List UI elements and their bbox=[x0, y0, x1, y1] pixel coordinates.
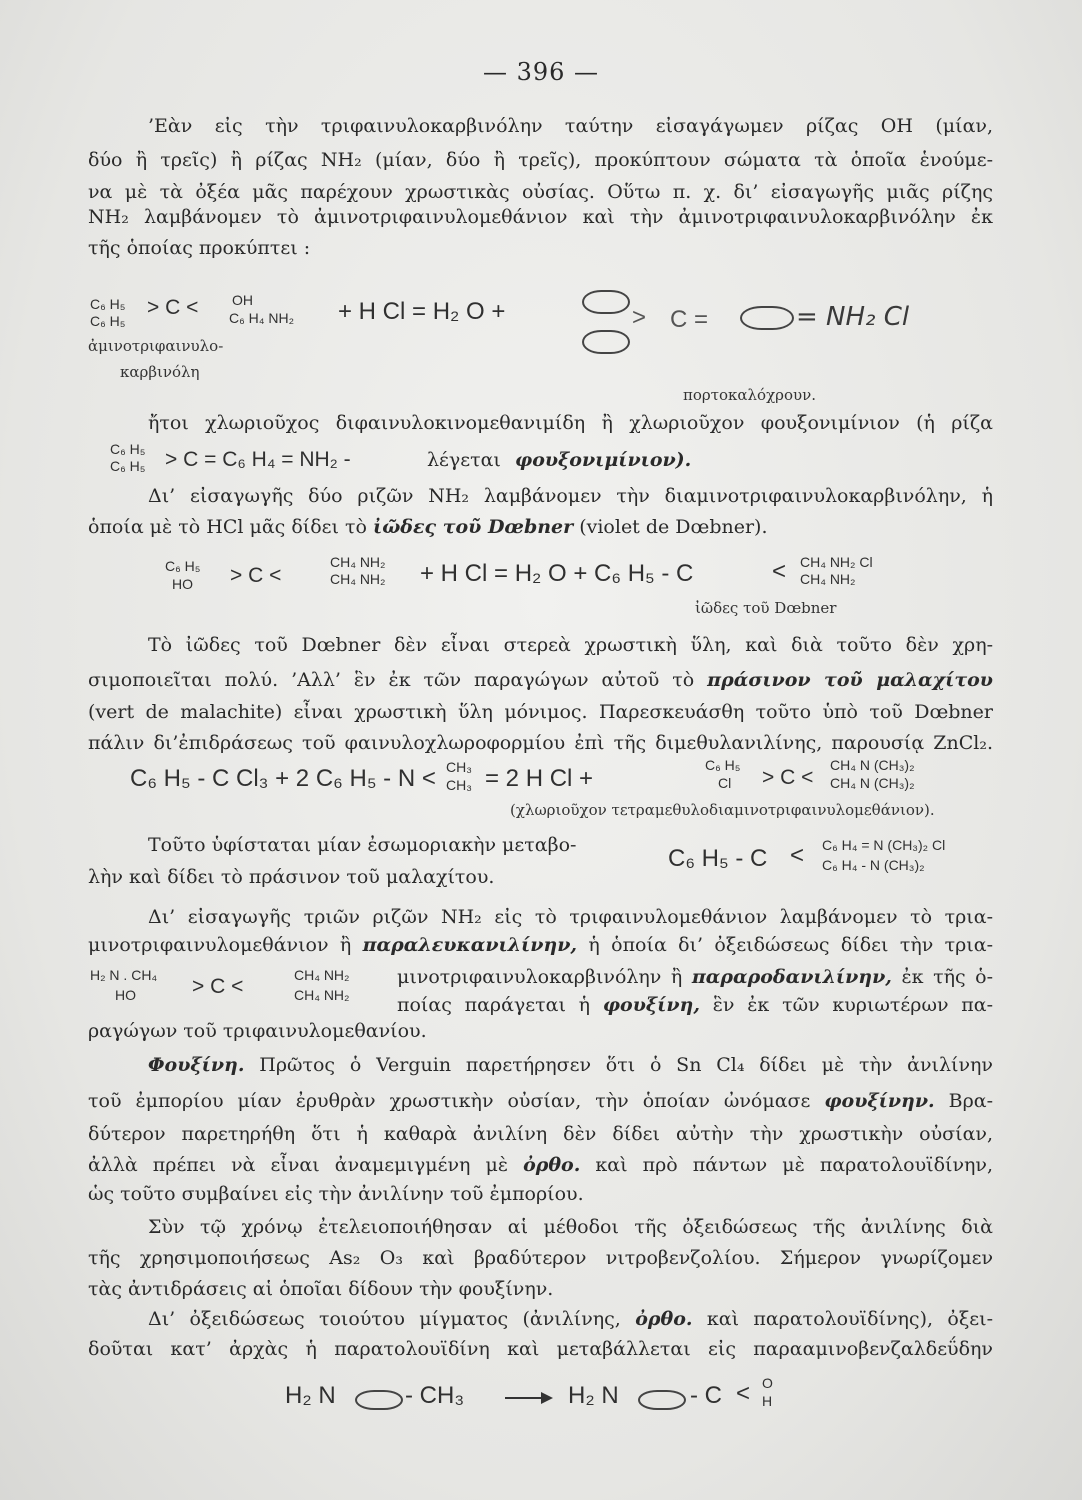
formula-part: C₆ H₅ bbox=[110, 458, 146, 474]
text-run: μινοτριφαινυλοκαρβινόλην ἢ bbox=[397, 966, 683, 988]
text-line: Δι’ εἰσαγωγῆς δύο ριζῶν ΝΗ₂ λαμβάνομεν τὴν διαμινοτριφαινυλοκαρβινόλην, ἡ bbox=[148, 485, 993, 507]
formula-part: C₆ H₅ bbox=[90, 313, 126, 329]
technical-term: παραλευκανιλίνην, bbox=[362, 934, 578, 956]
technical-term: ἰῶδες τοῦ Dœbner bbox=[373, 516, 574, 538]
text-line: να μὲ τὰ ὀξέα μᾶς παρέχουν χρωστικὰς οὐσίας. Οὕτω π. χ. δι’ εἰσαγωγῆς μιᾶς ρίζης bbox=[88, 181, 993, 203]
technical-term: πράσινον τοῦ μαλαχίτου bbox=[707, 669, 993, 691]
formula-part: CH₄ NH₂ bbox=[294, 987, 350, 1003]
formula-part: < bbox=[772, 558, 787, 585]
text-line bbox=[397, 993, 993, 1017]
text-run: ἀλλὰ πρέπει νὰ εἶναι ἀναμεμιγμένη μὲ bbox=[88, 1154, 509, 1176]
formula-part: Cl bbox=[718, 775, 732, 791]
text-line bbox=[88, 1089, 993, 1113]
text-line: ραγώγων τοῦ τριφαινυλομεθανίου. bbox=[88, 1020, 427, 1042]
text-line bbox=[148, 1053, 993, 1077]
formula-part: C = bbox=[670, 306, 709, 333]
text-line: τὰς ἀντιδράσεις αἱ ὁποῖαι δίδουν τὴν φουξίνην. bbox=[88, 1278, 554, 1300]
formula-part: CH₃ bbox=[446, 777, 472, 793]
text-run: Βρα- bbox=[948, 1090, 993, 1112]
technical-term: παραροδανιλίνην, bbox=[691, 966, 892, 988]
text-line: λέγεται bbox=[427, 449, 501, 471]
text-line: Δι’ εἰσαγωγῆς τριῶν ριζῶν ΝΗ₂ εἰς τὸ τριφαινυλομεθάνιον λαμβάνομεν τὸ τρια- bbox=[148, 906, 993, 928]
formula-part: HO bbox=[172, 576, 193, 592]
text-run: μινοτριφαινυλομεθάνιον ἢ bbox=[88, 934, 352, 956]
technical-term: ὀρθο. bbox=[635, 1308, 693, 1330]
formula-part: = 2 H Cl + bbox=[485, 765, 594, 792]
formula-label: καρβινόλη bbox=[120, 363, 200, 381]
formula-part: C₆ H₅ bbox=[110, 441, 146, 457]
formula-part: - C bbox=[690, 1382, 722, 1409]
text-line bbox=[88, 515, 768, 539]
formula-part: H bbox=[762, 1393, 773, 1409]
formula-part: > C = C₆ H₄ = NH₂ - bbox=[165, 448, 351, 471]
text-line: δύο ἢ τρεῖς) ἢ ρίζας ΝΗ₂ (μίαν, δύο ἢ τρεῖς), προκύπτουν σώματα τὰ ὁποῖα ἑνούμε- bbox=[88, 149, 993, 171]
text-line: ἤτοι χλωριοῦχος διφαινυλοκινομεθανιμίδη ἢ χλωριοῦχον φουξονιμίνιον (ἡ ρίζα bbox=[148, 412, 993, 434]
text-run: ἡ ὁποία δι’ ὀξειδώσεως δίδει τὴν τρια- bbox=[588, 934, 993, 956]
text-line bbox=[88, 933, 993, 957]
page-number: — 396 — bbox=[482, 58, 600, 86]
section-heading: Φουξίνη. bbox=[148, 1054, 245, 1076]
benzene-ring bbox=[638, 1390, 686, 1410]
text-line: λὴν καὶ δίδει τὸ πράσινον τοῦ μαλαχίτου. bbox=[88, 866, 495, 888]
text-line: τῆς ὁποίας προκύπτει : bbox=[88, 237, 311, 259]
text-run: (violet de Dœbner). bbox=[579, 516, 768, 538]
formula-part: H₂ N bbox=[285, 1382, 336, 1409]
formula-label: ἀμινοτριφαινυλο- bbox=[88, 337, 224, 355]
text-line: πάλιν δι’ἐπιδράσεως τοῦ φαινυλοχλωροφορμίου ἐπὶ τῆς διμεθυλανιλίνης, παρουσίᾳ ZnCl₂. bbox=[88, 732, 993, 754]
text-line: Τοῦτο ὑφίσταται μίαν ἐσωμοριακὴν μεταβο- bbox=[148, 834, 577, 856]
formula-part: HO bbox=[115, 987, 136, 1003]
text-line: ’Εὰν εἰς τὴν τριφαινυλοκαρβινόλην ταύτην εἰσαγάγωμεν ρίζας ΟΗ (μίαν, bbox=[148, 115, 993, 137]
text-line bbox=[397, 965, 993, 989]
text-line bbox=[148, 1307, 993, 1331]
formula-part: > C < bbox=[762, 766, 814, 789]
text-line: δύτερον παρετηρήθη ὅτι ἡ καθαρὰ ἀνιλίνη δὲν δίδει αὐτὴν τὴν χρωστικὴν οὐσίαν, bbox=[88, 1123, 993, 1145]
text-line: Τὸ ἰῶδες τοῦ Dœbner δὲν εἶναι στερεὰ χρωστικὴ ὕλη, καὶ διὰ τοῦτο δὲν χρη- bbox=[148, 634, 993, 656]
formula-part: - CH₃ bbox=[405, 1382, 465, 1409]
formula-label: πορτοκαλόχρουν. bbox=[683, 386, 817, 404]
formula-part: C₆ H₅ - C Cl₃ + 2 C₆ H₅ - N < bbox=[130, 765, 436, 792]
text-run: καὶ παρατολουϊδίνης), ὀξει- bbox=[706, 1308, 993, 1330]
text-line: (vert de malachite) εἶναι χρωστικὴ ὕλη μόνιμος. Παρεσκευάσθη τοῦτο ὑπὸ τοῦ Dœbner bbox=[88, 701, 993, 723]
formula-part: > C < bbox=[192, 975, 244, 998]
formula-part: C₆ H₅ bbox=[705, 757, 741, 773]
formula-part: O bbox=[762, 1375, 773, 1391]
text-line: δοῦται κατ’ ἀρχὰς ἡ παρατολουϊδίνη καὶ μεταβάλλεται εἰς παρααμινοβενζαλδεΰδην bbox=[88, 1338, 993, 1360]
formula-part: C₆ H₅ bbox=[90, 296, 126, 312]
formula-part: < bbox=[790, 842, 805, 869]
formula-part: C₆ H₄ = N (CH₃)₂ Cl bbox=[822, 837, 946, 853]
text-line bbox=[88, 1153, 993, 1177]
technical-term: ὀρθο. bbox=[523, 1154, 581, 1176]
formula-part: C₆ H₄ - N (CH₃)₂ bbox=[822, 857, 925, 873]
formula-part: H₂ N . CH₄ bbox=[90, 967, 158, 983]
formula-part: H₂ N bbox=[568, 1382, 619, 1409]
text-line: ὡς τοῦτο συμβαίνει εἰς τὴν ἀνιλίνην τοῦ ἐμπορίου. bbox=[88, 1183, 584, 1205]
technical-term: φουξονιμίνιον). bbox=[515, 449, 692, 471]
reaction-arrow-icon bbox=[503, 1390, 555, 1406]
handwritten-formula: = NH₂ Cl bbox=[796, 302, 910, 332]
formula-part: > C < bbox=[230, 564, 282, 587]
formula-part: CH₃ bbox=[446, 759, 472, 775]
benzene-ring bbox=[355, 1390, 403, 1410]
formula-label: ἰῶδες τοῦ Dœbner bbox=[695, 599, 837, 617]
formula-part: CH₄ NH₂ Cl bbox=[800, 554, 873, 570]
benzene-ring bbox=[582, 290, 630, 314]
formula-part: CH₄ NH₂ bbox=[800, 571, 856, 587]
text-run: ποίας παράγεται ἡ bbox=[397, 994, 591, 1016]
formula-part: > C < bbox=[147, 296, 199, 319]
formula-part: CH₄ NH₂ bbox=[294, 967, 350, 983]
formula-part: + H Cl = H₂ O + C₆ H₅ - C bbox=[420, 560, 694, 587]
formula-part: < bbox=[736, 1380, 751, 1407]
text-line: Σὺν τῷ χρόνῳ ἐτελειοποιήθησαν αἱ μέθοδοι τῆς ὀξειδώσεως τῆς ἀνιλίνης διὰ bbox=[148, 1216, 993, 1238]
technical-term: φουξίνη, bbox=[602, 994, 700, 1016]
text-line: ΝΗ₂ λαμβάνομεν τὸ ἀμινοτριφαινυλομεθάνιον καὶ τὴν ἀμινοτριφαινυλοκαρβινόλην ἐκ bbox=[88, 206, 993, 228]
text-line bbox=[88, 668, 993, 692]
text-run: ἐκ τῆς ὁ- bbox=[901, 966, 993, 988]
formula-part: CH₄ N (CH₃)₂ bbox=[830, 775, 915, 791]
text-run: Πρῶτος ὁ Verguin παρετήρησεν ὅτι ὁ Sn Cl₄ δίδει μὲ τὴν ἀνιλίνην bbox=[259, 1054, 993, 1076]
text-run: καὶ πρὸ πάντων μὲ παρατολουϊδίνην, bbox=[595, 1154, 994, 1176]
formula-part: C₆ H₅ bbox=[165, 558, 201, 574]
formula-part: + H Cl = H₂ O + bbox=[338, 298, 506, 325]
text-run: ἓν ἐκ τῶν κυριωτέρων πα- bbox=[712, 994, 993, 1016]
technical-term: φουξίνην. bbox=[824, 1090, 935, 1112]
quinoid-ring bbox=[740, 306, 794, 330]
text-run: ὁποία μὲ τὸ HCl μᾶς δίδει τὸ bbox=[88, 516, 367, 538]
formula-part: > bbox=[632, 304, 647, 331]
benzene-ring bbox=[582, 330, 630, 354]
formula-part: C₆ H₄ NH₂ bbox=[229, 310, 295, 326]
text-run: σιμοποιεῖται πολύ. ’Αλλ’ ἓν ἐκ τῶν παραγώγων αὐτοῦ τὸ bbox=[88, 669, 695, 691]
formula-part: C₆ H₅ - C bbox=[668, 845, 768, 872]
text-line: τῆς χρησιμοποιήσεως As₂ O₃ καὶ βραδύτερον νιτροβενζολίου. Σήμερον γνωρίζομεν bbox=[88, 1247, 993, 1269]
formula-part: CH₄ NH₂ bbox=[330, 554, 386, 570]
formula-part: OH bbox=[232, 292, 253, 308]
text-run: τοῦ ἐμπορίου μίαν ἐρυθρὰν χρωστικὴν οὐσίαν, τὴν ὁποίαν ὠνόμασε bbox=[88, 1090, 811, 1112]
formula-label: (χλωριοῦχον τετραμεθυλοδιαμινοτριφαινυλομεθάνιον). bbox=[510, 801, 935, 819]
formula-part: CH₄ N (CH₃)₂ bbox=[830, 757, 915, 773]
formula-part: CH₄ NH₂ bbox=[330, 571, 386, 587]
text-run: Δι’ ὀξειδώσεως τοιούτου μίγματος (ἀνιλίνης, bbox=[148, 1308, 621, 1330]
